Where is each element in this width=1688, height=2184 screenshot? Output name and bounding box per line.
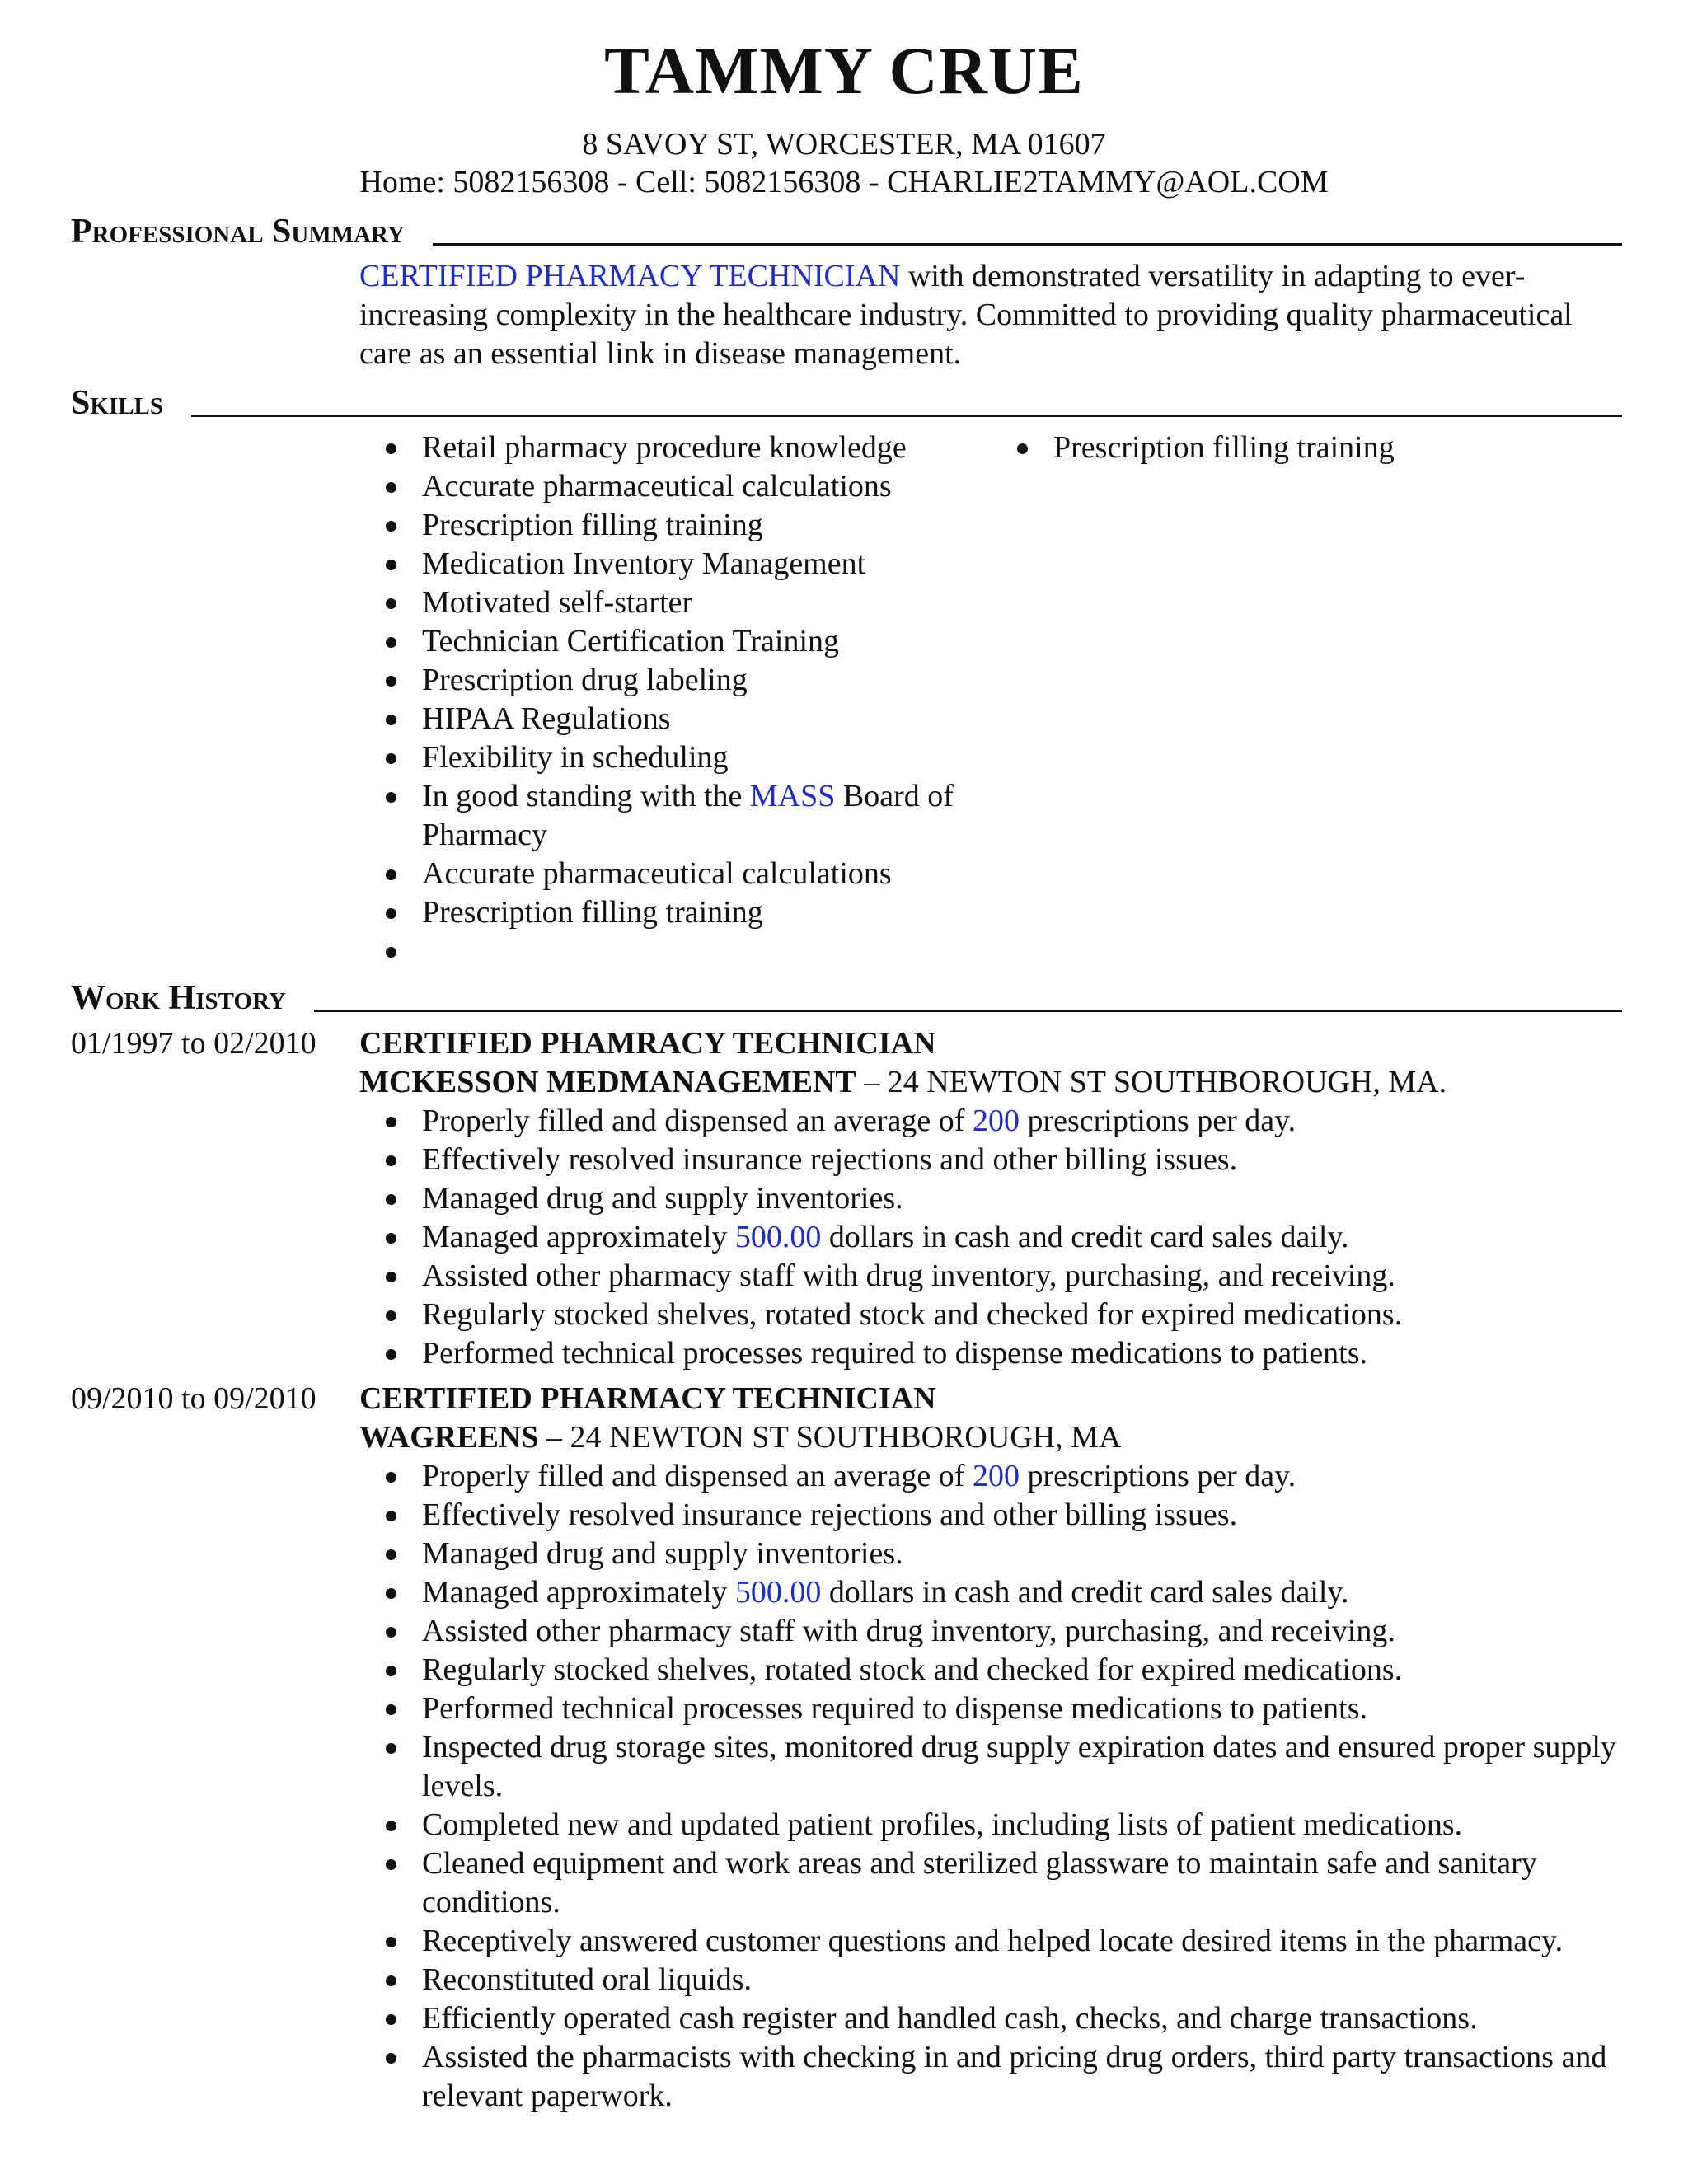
job-duty: Assisted the pharmacists with checking in and pricing drug orders, third party transactions and relevant paperwork. <box>384 2038 1620 2116</box>
duty-highlight: 200 <box>972 1459 1020 1493</box>
skills-section-title: Skills <box>71 384 164 422</box>
job-duty: Completed new and updated patient profiles, including lists of patient medications. <box>384 1806 1620 1844</box>
job-duty <box>384 1573 1620 1612</box>
candidate-address: 8 SAVOY ST, WORCESTER, MA 01607 <box>582 127 1106 162</box>
job-company: MCKESSON MEDMANAGEMENT <box>359 1065 856 1099</box>
work-section-header <box>71 976 1622 1017</box>
skill-item: Retail pharmacy procedure knowledge <box>384 429 1010 467</box>
job-duty: Cleaned equipment and work areas and sterilized glassware to maintain safe and sanitary conditions. <box>384 1844 1620 1922</box>
section-divider <box>433 243 1622 246</box>
job-location: – 24 NEWTON ST SOUTHBOROUGH, MA. <box>856 1065 1447 1099</box>
skill-highlight: MASS <box>749 779 836 813</box>
skill-item: Medication Inventory Management <box>384 545 1010 583</box>
duty-text: prescriptions per day. <box>1019 1104 1296 1138</box>
skill-item <box>384 777 1010 855</box>
skill-item <box>384 932 1010 971</box>
job-duty: Regularly stocked shelves, rotated stock and checked for expired medications. <box>384 1296 1620 1334</box>
work-section-title: Work History <box>71 979 286 1017</box>
job-duty: Inspected drug storage sites, monitored drug supply expiration dates and ensured proper supply levels. <box>384 1728 1620 1806</box>
job-employer <box>359 1063 1447 1102</box>
job-duties-list <box>384 1457 1620 2116</box>
job-duty: Managed drug and supply inventories. <box>384 1535 1620 1573</box>
duty-highlight: 500.00 <box>734 1575 822 1610</box>
duty-text: Properly filled and dispensed an average of <box>422 1459 973 1493</box>
job-company: WAGREENS <box>359 1420 539 1455</box>
job-duty <box>384 1102 1620 1141</box>
skills-list-column-1 <box>384 429 1010 971</box>
section-divider <box>191 415 1622 417</box>
job-duty: Efficiently operated cash register and handled cash, checks, and charge transactions. <box>384 1999 1620 2038</box>
skill-item: Flexibility in scheduling <box>384 738 1010 777</box>
skill-item: Prescription filling training <box>384 893 1010 932</box>
job-duty: Effectively resolved insurance rejections and other billing issues. <box>384 1141 1620 1179</box>
job-title: CERTIFIED PHAMRACY TECHNICIAN <box>359 1026 936 1061</box>
section-divider <box>314 1010 1622 1012</box>
job-duty: Performed technical processes required to dispense medications to patients. <box>384 1690 1620 1728</box>
skill-item: HIPAA Regulations <box>384 700 1010 738</box>
skills-list-column-2 <box>1015 429 1609 467</box>
duty-highlight: 500.00 <box>734 1220 822 1254</box>
job-title: CERTIFIED PHARMACY TECHNICIAN <box>359 1381 936 1416</box>
job-duty <box>384 1457 1620 1496</box>
skill-item: Accurate pharmaceutical calculations <box>384 467 1010 506</box>
job-dates: 01/1997 to 02/2010 <box>71 1026 316 1061</box>
job-duties-list <box>384 1102 1620 1373</box>
candidate-contact: Home: 5082156308 - Cell: 5082156308 - CHARLIE2TAMMY@AOL.COM <box>359 165 1329 199</box>
summary-section-header <box>71 209 1622 251</box>
duty-text: Managed approximately <box>422 1220 735 1254</box>
job-duty: Receptively answered customer questions and helped locate desired items in the pharmacy. <box>384 1922 1620 1961</box>
duty-text: dollars in cash and credit card sales daily. <box>821 1220 1349 1254</box>
duty-text: dollars in cash and credit card sales daily. <box>821 1575 1349 1610</box>
skill-item: Technician Certification Training <box>384 622 1010 661</box>
skill-item: Prescription drug labeling <box>384 661 1010 700</box>
duty-text: Managed approximately <box>422 1575 735 1610</box>
skill-item: Accurate pharmaceutical calculations <box>384 855 1010 893</box>
duty-text: prescriptions per day. <box>1019 1459 1296 1493</box>
job-duty: Performed technical processes required to dispense medications to patients. <box>384 1334 1620 1373</box>
job-duty: Effectively resolved insurance rejections and other billing issues. <box>384 1496 1620 1535</box>
job-duty: Assisted other pharmacy staff with drug inventory, purchasing, and receiving. <box>384 1257 1620 1296</box>
candidate-name: TAMMY CRUE <box>604 33 1084 108</box>
skills-section-header <box>71 381 1622 422</box>
summary-section-title: Professional Summary <box>71 213 405 251</box>
job-duty: Regularly stocked shelves, rotated stock and checked for expired medications. <box>384 1651 1620 1690</box>
skill-item: Motivated self-starter <box>384 583 1010 622</box>
duty-highlight: 200 <box>972 1104 1020 1138</box>
job-duty: Assisted other pharmacy staff with drug inventory, purchasing, and receiving. <box>384 1612 1620 1651</box>
job-location: – 24 NEWTON ST SOUTHBOROUGH, MA <box>538 1420 1122 1455</box>
job-duty <box>384 1218 1620 1257</box>
duty-text: Properly filled and dispensed an average of <box>422 1104 973 1138</box>
skill-item: Prescription filling training <box>1015 429 1609 467</box>
skill-item: Prescription filling training <box>384 506 1010 545</box>
summary-paragraph <box>359 257 1612 373</box>
summary-highlight: CERTIFIED PHARMACY TECHNICIAN <box>359 259 901 293</box>
job-employer <box>359 1418 1121 1457</box>
skill-text: Board of Pharmacy <box>422 779 954 852</box>
summary-text: with demonstrated versatility in adapting to ever-increasing complexity in the healthcare industry. Committed to providing quality pharmaceutical care as an essential link in disease management. <box>359 259 1573 371</box>
job-duty: Managed drug and supply inventories. <box>384 1179 1620 1218</box>
job-dates: 09/2010 to 09/2010 <box>71 1381 316 1416</box>
skill-text: In good standing with the <box>422 779 750 813</box>
job-duty: Reconstituted oral liquids. <box>384 1961 1620 1999</box>
